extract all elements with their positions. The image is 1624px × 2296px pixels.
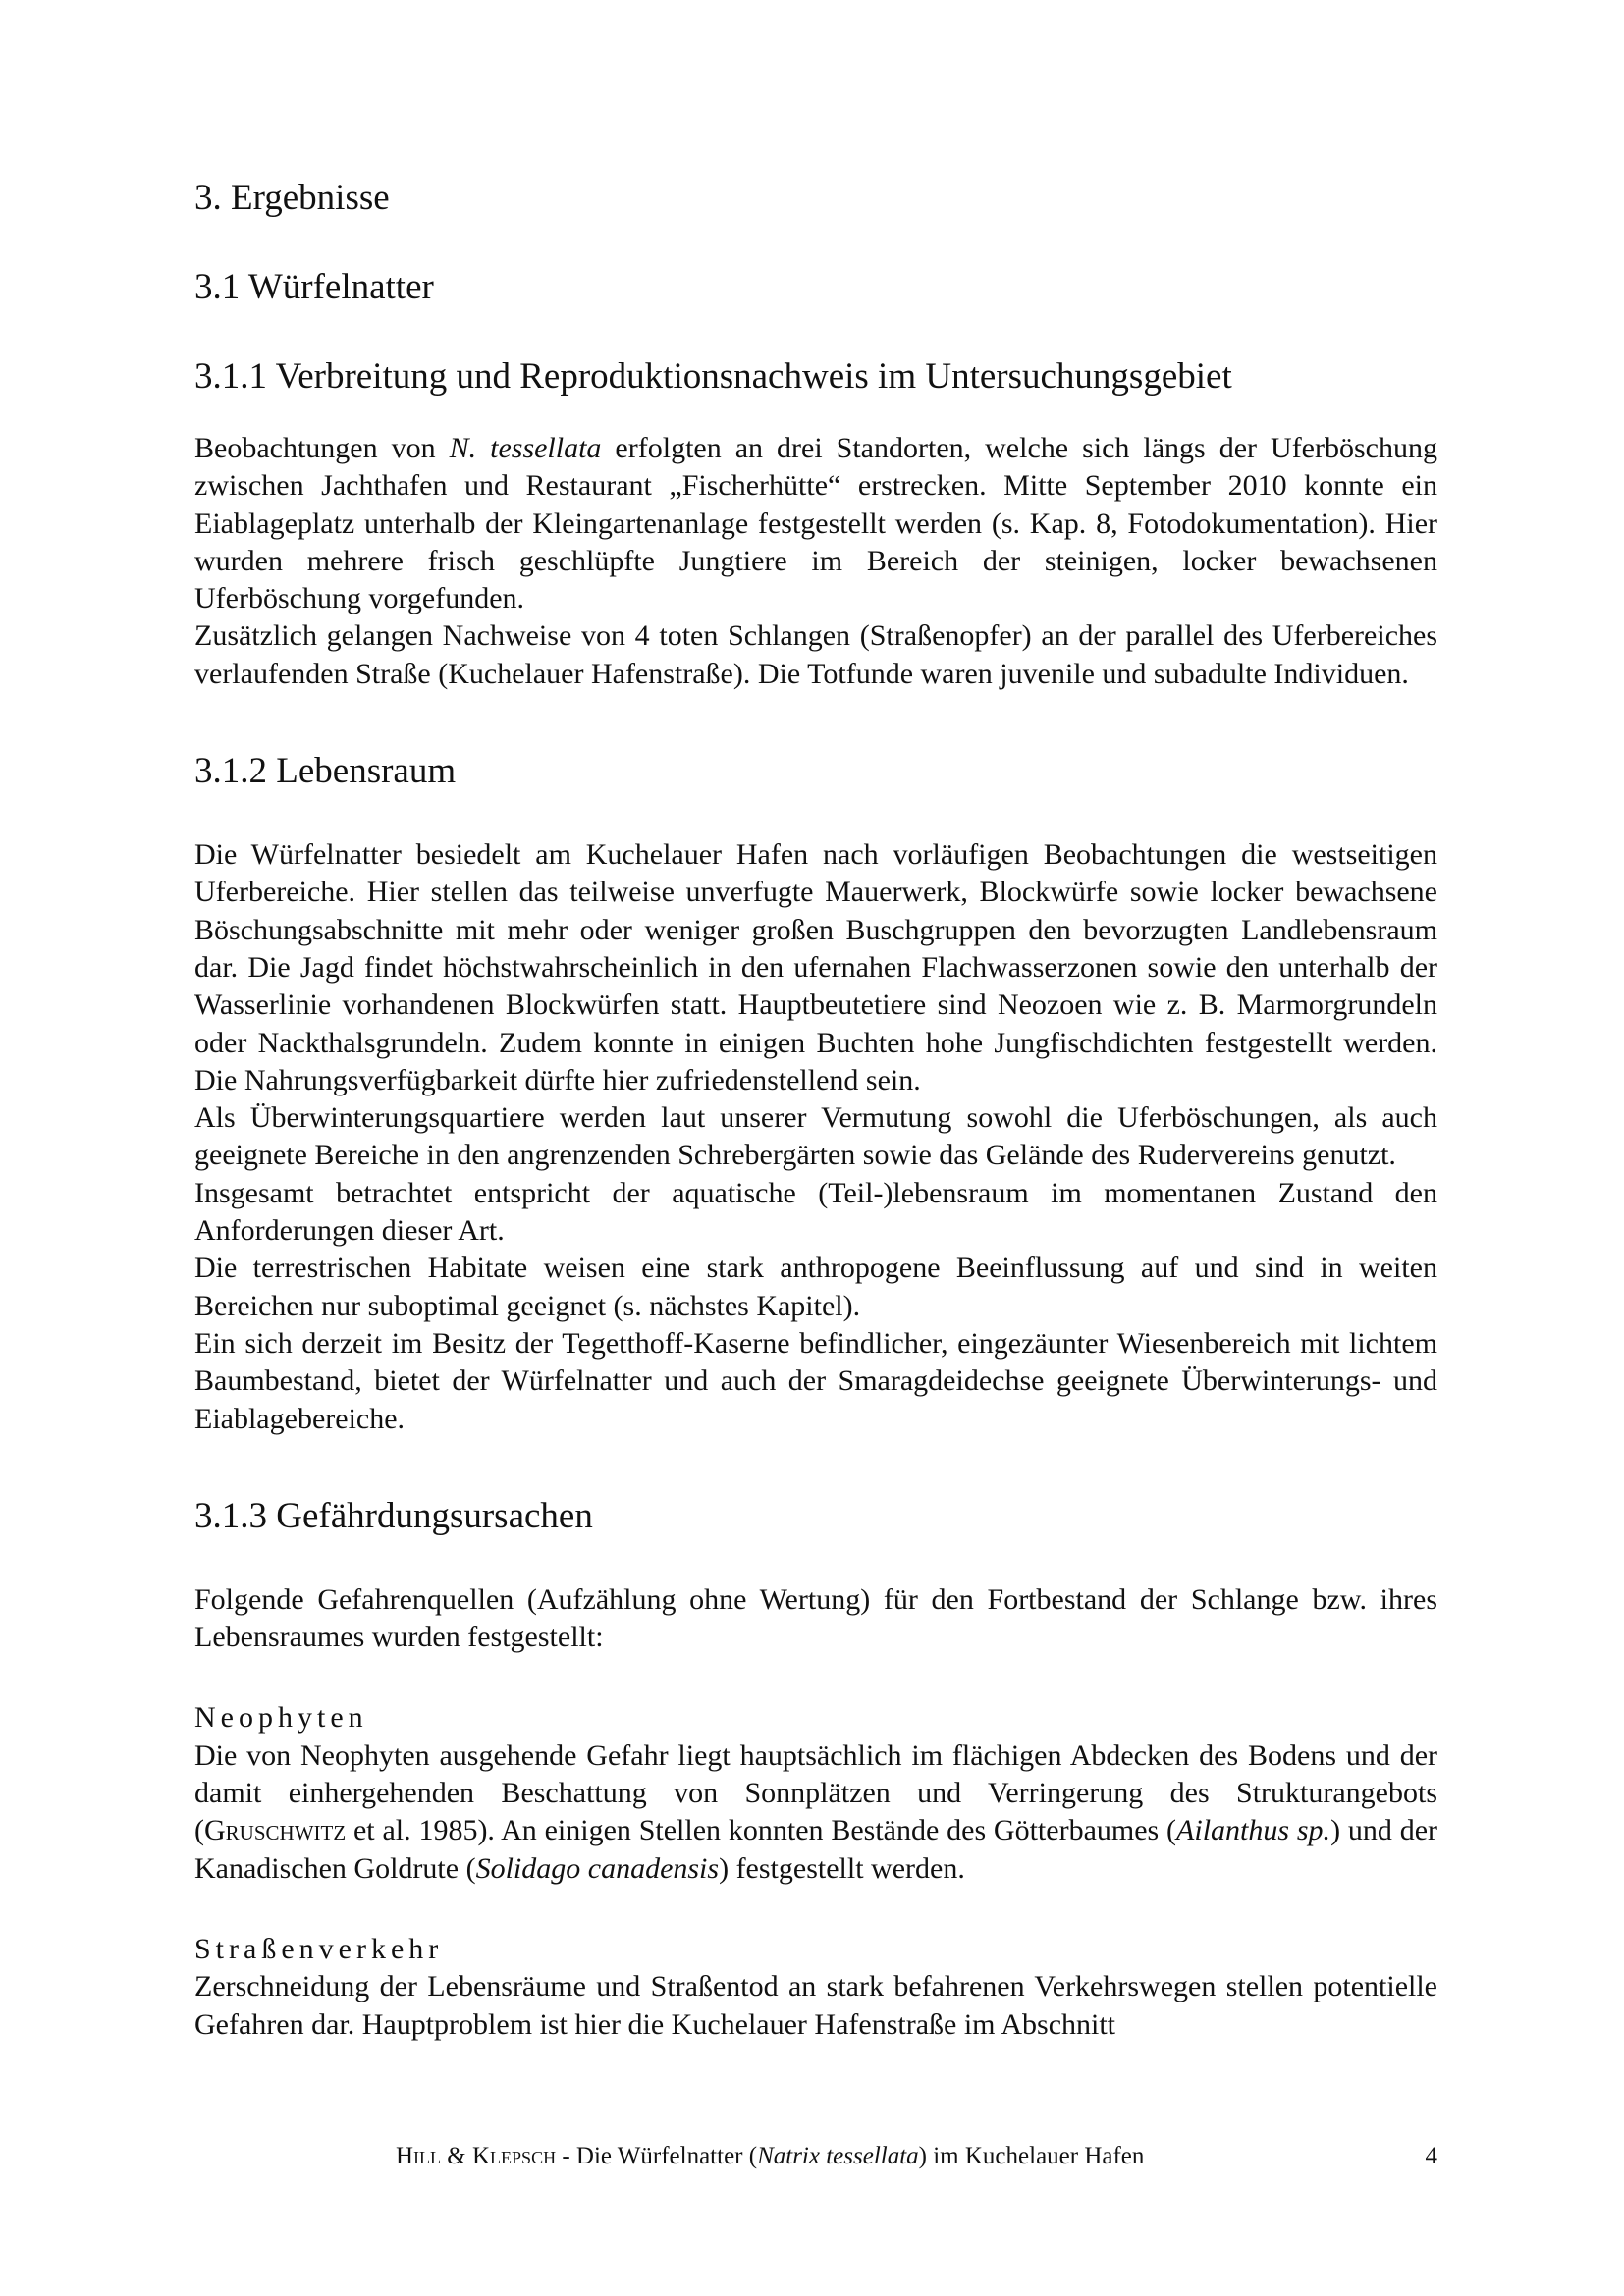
page-number: 4 [1425,2143,1437,2169]
paragraph: Als Überwinterungsquartiere werden laut unserer Vermutung sowohl die Uferböschungen, als auch geeignete Bereiche in den angrenzenden Schrebergärten sowie das Gelände des Rudervereins genutzt. [194,1101,1437,1172]
paragraph: Zusätzlich gelangen Nachweise von 4 toten Schlangen (Straßenopfer) an der parallel des Uferbereiches verlaufenden Straße (Kuchelauer Hafenstraße). Die Totfunde waren juvenile und subadulte Individuen. [194,619,1437,690]
threat-title-traffic: Straßenverkehr [194,1932,444,1965]
paragraph: Beobachtungen von N. tessellata erfolgten an drei Standorten, welche sich längs der Uferböschung zwischen Jachthafen und Restaurant „Fischerhütte“ erstrecken. Mitte September 2010 konnte ein Eiablageplatz unterhalb der Kleingartenanlage festgestellt werden (s. Kap. 8, Fotodokumentation). Hier wurden mehrere frisch geschlüpfte Jungtiere im Bereich der steinigen, locker bewachsenen Uferböschung vorgefunden. [194,432,1437,615]
paragraph: Die Würfelnatter besiedelt am Kuchelauer Hafen nach vorläufigen Beobachtungen die westseitigen Uferbereiche. Hier stellen das teilweise unverfugte Mauerwerk, Blockwürfe sowie locker bewachsene Böschungsabschnitte mit mehr oder weniger großen Buschgruppen den bevorzugten Landlebensraum dar. Die Jagd findet höchstwahrscheinlich in den ufernahen Flachwasserzonen sowie den unterhalb der Wasserlinie vorhandenen Blockwürfen statt. Hauptbeutetiere sind Neozoen wie z. B. Marmorgrundeln oder Nackthalsgrundeln. Zudem konnte in einigen Buchten hohe Jungfischdichten festgestellt werden. Die Nahrungsverfügbarkeit dürfte hier zufriedenstellend sein. [194,838,1437,1096]
paragraph: Folgende Gefahrenquellen (Aufzählung ohne Wertung) für den Fortbestand der Schlange bzw. ihres Lebensraumes wurden festgestellt: [194,1582,1437,1654]
species-name: Natrix tessellata [757,2143,919,2169]
species-name: N. tessellata [449,432,602,464]
threat-title-neophytes: Neophyten [194,1701,368,1735]
chapter-heading: 3. Ergebnisse [194,178,390,218]
section-heading: 3.1 Würfelnatter [194,267,434,307]
threat-neophytes [194,1699,1437,1887]
species-name: Ailanthus sp. [1176,1814,1331,1847]
subsection-heading-threats: 3.1.3 Gefährdungsursachen [194,1495,593,1536]
paragraph: Die terrestrischen Habitate weisen eine stark anthropogene Beeinflussung auf und sind in weiten Bereichen nur suboptimal geeignet (s. nächstes Kapitel). [194,1252,1437,1322]
subsection-heading-habitat: 3.1.2 Lebensraum [194,751,457,792]
paragraph: Die von Neophyten ausgehende Gefahr liegt hauptsächlich im flächigen Abdecken des Bodens und der damit einhergehenden Beschattung von Sonnplätzen und Verringerung des Strukturangebots (Gruschwitz et al. 1985). An einigen Stellen konnten Bestände des Götterbaumes (Ailanthus sp.) und der Kanadischen Goldrute (Solidago canadensis) festgestellt werden. [194,1738,1438,1885]
page-body [194,177,1437,2044]
species-name: Solidago canadensis [475,1851,720,1885]
threats-intro [194,1581,1437,1657]
distribution-text [194,430,1437,693]
habitat-text [194,836,1437,1438]
paragraph: Ein sich derzeit im Besitz der Tegetthoff-Kaserne befindlicher, eingezäunter Wiesenbereich mit lichtem Baumbestand, bietet der Würfelnatter und auch der Smaragdeidechse geeignete Überwinterungs- und Eiablagebereiche. [194,1326,1437,1435]
paragraph: Zerschneidung der Lebensräume und Straßentod an stark befahrenen Verkehrswegen stellen potentielle Gefahren dar. Hauptproblem ist hier die Kuchelauer Hafenstraße im Abschnitt [194,1970,1437,2041]
threat-traffic [194,1931,1437,2044]
subsection-heading-distribution: 3.1.1 Verbreitung und Reproduktionsnachweis im Untersuchungsgebiet [194,356,1232,397]
author-citation: Gruschwitz [204,1814,347,1847]
paragraph: Insgesamt betrachtet entspricht der aquatische (Teil-)lebensraum im momentanen Zustand den Anforderungen dieser Art. [194,1176,1437,1248]
running-title: Hill & Klepsch - Die Würfelnatter (Natrix tessellata) im Kuchelauer Hafen [396,2143,1145,2169]
